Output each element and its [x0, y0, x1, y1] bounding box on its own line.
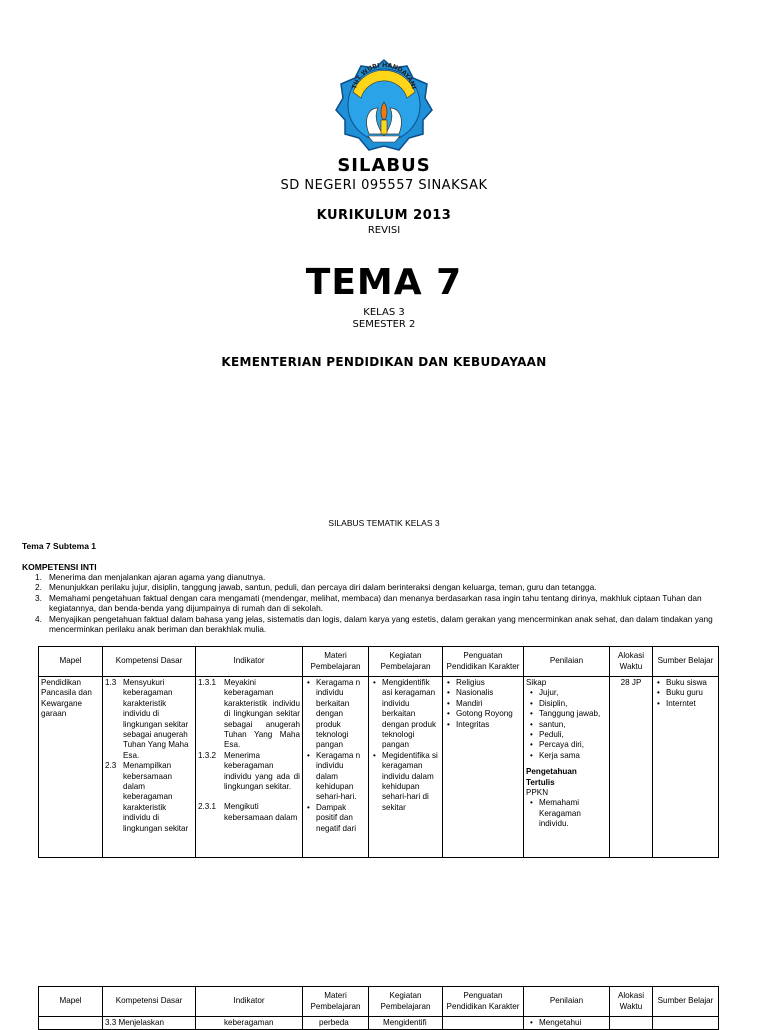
kegiatan-item: • Megidentifika si keragaman individu dalam kehidupan sehari-hari di sekitar [382, 751, 440, 813]
tut-wuri-handayani-logo [333, 56, 435, 156]
header-indikator: Indikator [196, 987, 303, 1017]
curriculum-label: KURIKULUM 2013 [316, 208, 452, 223]
pengetahuan-item: • Memahami Keragaman individu. [539, 798, 607, 829]
header-kegiatan: Kegiatan Pembelajaran [369, 647, 443, 677]
core-competency-item: 1. Menerima dan menjalankan ajaran agama yang dianutnya. [35, 572, 266, 582]
materi-item: • Keragama n individu dalam kehidupan sehari-hari. [316, 751, 366, 803]
core-competency-title: KOMPETENSI INTI [22, 562, 97, 572]
kd-item: 1.3 Mensyukuri keberagaman karakteristik individu di lingkungan sekitar sebagai anugerah Tuhan Yang Maha Esa. [105, 678, 189, 760]
header-karakter: Penguatan Pendidikan Karakter [443, 647, 524, 677]
karakter-item: • Gotong Royong [456, 709, 521, 719]
grade-label: KELAS 3 [363, 307, 405, 318]
header-sumber: Sumber Belajar [653, 987, 719, 1017]
mapel-cell: Pendidikan Pancasila dan Kewargane garaan [39, 677, 103, 858]
svg-text:TUT WURI HANDAYANI: TUT WURI HANDAYANI [350, 61, 418, 90]
penilaian-cell [524, 677, 610, 858]
core-competency-list [35, 572, 721, 635]
header-penilaian: Penilaian [524, 987, 610, 1017]
revision-label: REVISI [367, 225, 401, 236]
sikap-item: • Jujur, [539, 688, 607, 698]
header-kegiatan: Kegiatan Pembelajaran [369, 987, 443, 1017]
alokasi-cell: 28 JP [610, 677, 653, 858]
header-mapel: Mapel [39, 647, 103, 677]
table-header-row [39, 987, 719, 1017]
indikator-cell: keberagaman [196, 1017, 303, 1030]
subtheme-label: Tema 7 Subtema 1 [22, 541, 97, 551]
kd-cell: 3.3 Menjelaskan [103, 1017, 196, 1030]
theme-title: TEMA 7 [305, 262, 463, 303]
header-kompetensi-dasar: Kompetensi Dasar [103, 647, 196, 677]
header-penilaian: Penilaian [524, 647, 610, 677]
sumber-cell [653, 677, 719, 858]
indikator-cell [196, 677, 303, 858]
pengetahuan-label: Pengetahuan Tertulis [526, 767, 577, 787]
sikap-item: • Peduli, [539, 730, 607, 740]
table-row [39, 677, 719, 858]
subject-label: PPKN [526, 788, 549, 798]
kegiatan-item: • Mengidentifik asi keragaman individu berkaitan dengan produk teknologi pangan [382, 678, 440, 751]
kegiatan-cell: Mengidentifi [369, 1017, 443, 1030]
core-competency-item: 2. Menunjukkan perilaku jujur, disiplin, tanggung jawab, santun, peduli, dan percaya diri dalam berinteraksi dengan keluarga, teman, guru dan tetangga. [35, 582, 597, 593]
sikap-item: • santun, [539, 720, 607, 730]
header-karakter: Penguatan Pendidikan Karakter [443, 987, 524, 1017]
indikator-item: 1.3.1 Meyakini keberagaman karakteristik individu di lingkungan sekitar sebagai anugerah Tuhan Yang Maha Esa. [198, 678, 300, 750]
header-kompetensi-dasar: Kompetensi Dasar [103, 987, 196, 1017]
kd-cell [103, 677, 196, 858]
header-alokasi: Alokasi Waktu [610, 987, 653, 1017]
materi-item: • Dampak positif dan negatif dari [316, 803, 366, 834]
sikap-item: • Kerja sama [539, 751, 607, 761]
header-materi: Materi Pembelajaran [303, 647, 369, 677]
header-indikator: Indikator [196, 647, 303, 677]
sikap-item: • Disiplin, [539, 699, 607, 709]
sumber-item: • Interntet [666, 699, 716, 709]
karakter-item: • Mandiri [456, 699, 521, 709]
table-header-row [39, 647, 719, 677]
syllabus-table [38, 646, 719, 858]
karakter-item: • Religius [456, 678, 521, 688]
indikator-item: 2.3.1 Mengikuti kebersamaan dalam [198, 802, 298, 822]
sikap-label: Sikap [526, 678, 547, 687]
semester-label: SEMESTER 2 [352, 319, 416, 330]
sikap-item: • Percaya diri, [539, 740, 607, 750]
syllabus-heading: SILABUS TEMATIK KELAS 3 [328, 518, 440, 528]
kd-item: 2.3 Menampilkan kebersamaan dalam keberagaman karakteristik individu di lingkungan sekitar [105, 761, 189, 833]
sumber-item: • Buku guru [666, 688, 716, 698]
ministry-name: KEMENTERIAN PENDIDIKAN DAN KEBUDAYAAN [221, 355, 547, 369]
materi-item: • Keragama n individu berkaitan dengan produk teknologi pangan [316, 678, 366, 751]
karakter-cell [443, 677, 524, 858]
materi-cell: perbeda [303, 1017, 369, 1030]
header-alokasi: Alokasi Waktu [610, 647, 653, 677]
header-mapel: Mapel [39, 987, 103, 1017]
karakter-item: • Integritas [456, 720, 521, 730]
cover-title: SILABUS [337, 155, 431, 176]
header-materi: Materi Pembelajaran [303, 987, 369, 1017]
table-row [39, 1017, 719, 1030]
core-competency-item: 4. Menyajikan pengetahuan faktual dalam bahasa yang jelas, sistematis dan logis, dalam karya yang estetis, dalam gerakan yang mencerminkan anak sehat, dan dalam tindakan yang mencerminkan perilaku anak beriman dan berakhlak mulia. [35, 613, 713, 635]
kegiatan-cell [369, 677, 443, 858]
syllabus-table-continued [38, 986, 719, 1030]
school-name: SD NEGERI 095557 SINAKSAK [280, 178, 488, 193]
sumber-item: • Buku siswa [666, 678, 716, 688]
header-sumber: Sumber Belajar [653, 647, 719, 677]
penilaian-cell: • Mengetahui [524, 1017, 610, 1030]
core-competency-item: 3. Memahami pengetahuan faktual dengan cara mengamati (mendengar, melihat, membaca) dan menanya berdasarkan rasa ingin tahu tentang dirinya, makhluk ciptaan Tuhan dan kegiatannya, dan benda-benda yang dijumpainya di rumah dan di sekolah. [35, 592, 702, 614]
sikap-item: • Tanggung jawab, [539, 709, 607, 719]
indikator-item: 1.3.2 Menerima keberagaman individu yang ada di lingkungan sekitar. [198, 750, 300, 792]
materi-cell [303, 677, 369, 858]
karakter-item: • Nasionalis [456, 688, 521, 698]
